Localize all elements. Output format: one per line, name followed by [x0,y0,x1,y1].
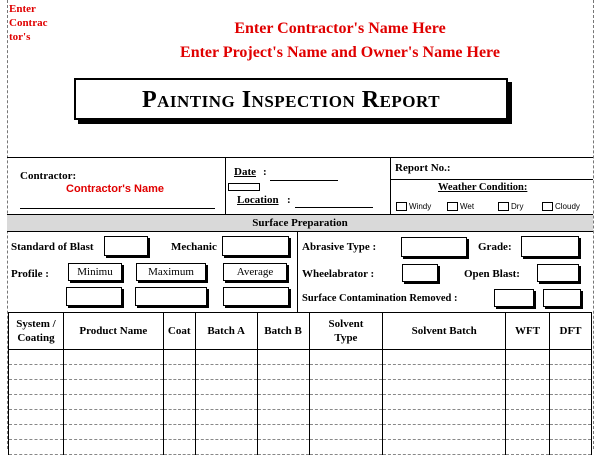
mechanic-label: Mechanic [171,241,217,253]
table-cell[interactable] [506,365,550,380]
col-solvent-batch: Solvent Batch [383,313,506,350]
col-batch-b: Batch B [257,313,309,350]
table-row [9,440,592,455]
info-divider-2 [390,157,391,214]
standard-of-blast-label: Standard of Blast [11,241,94,253]
table-cell[interactable] [195,440,257,455]
abrasive-type-input[interactable] [401,237,467,257]
table-cell[interactable] [550,395,592,410]
table-cell[interactable] [9,425,64,440]
grade-label: Grade: [478,241,512,253]
table-cell[interactable] [195,350,257,365]
table-cell[interactable] [383,440,506,455]
weather-label: Weather Condition: [438,182,528,193]
windy-checkbox[interactable] [396,202,407,211]
average-input[interactable] [223,287,289,306]
table-cell[interactable] [309,395,383,410]
col-product-name: Product Name [63,313,163,350]
table-cell[interactable] [309,425,383,440]
maximum-input[interactable] [135,287,207,306]
table-cell[interactable] [63,365,163,380]
table-cell[interactable] [383,365,506,380]
mechanic-input[interactable] [222,236,289,256]
table-row [9,425,592,440]
table-row [9,410,592,425]
report-no-line [390,179,593,180]
minimum-button[interactable]: Minimu [68,263,122,281]
surface-prep-header [7,214,593,232]
table-cell[interactable] [9,410,64,425]
table-header-row [9,313,592,350]
table-cell[interactable] [9,365,64,380]
date-box[interactable] [228,183,260,191]
table-cell[interactable] [506,380,550,395]
weather-wet[interactable]: Wet [447,202,474,211]
table-cell[interactable] [550,350,592,365]
col-system-coating: System / Coating [9,313,64,350]
table-cell[interactable] [383,410,506,425]
date-label: Date [234,166,256,178]
col-dft: DFT [550,313,592,350]
table-cell[interactable] [195,425,257,440]
table-cell[interactable] [9,380,64,395]
table-cell[interactable] [195,395,257,410]
surface-prep-title: Surface Preparation [252,217,348,229]
contractor-value: Contractor's Name [66,183,164,195]
open-blast-input[interactable] [537,264,579,282]
table-cell[interactable] [195,365,257,380]
weather-windy[interactable]: Windy [396,202,431,211]
table-cell[interactable] [163,350,195,365]
grade-input[interactable] [521,236,579,257]
contractor-name-heading: Enter Contractor's Name Here [234,20,446,37]
surface-divider [297,232,298,312]
table-cell[interactable] [63,380,163,395]
table-cell[interactable] [63,440,163,455]
dry-checkbox[interactable] [498,202,509,211]
report-title: Painting Inspection Report [141,87,441,113]
minimum-input[interactable] [66,287,122,306]
report-no-label: Report No.: [395,162,451,174]
table-row [9,350,592,365]
table-cell[interactable] [9,440,64,455]
table-cell[interactable] [63,425,163,440]
page-border-right [593,0,594,449]
table-cell[interactable] [9,395,64,410]
corner-contractor-text: Enter Contrac tor's [9,3,48,43]
table-cell[interactable] [506,440,550,455]
table-cell[interactable] [163,365,195,380]
cloudy-checkbox[interactable] [542,202,553,211]
location-field[interactable] [295,207,373,208]
table-cell[interactable] [309,410,383,425]
table-cell[interactable] [195,410,257,425]
table-cell[interactable] [257,440,309,455]
weather-cloudy[interactable]: Cloudy [542,202,580,211]
wheelabrator-label: Wheelabrator : [302,268,375,280]
table-cell[interactable] [163,395,195,410]
table-cell[interactable] [63,350,163,365]
col-coat: Coat [163,313,195,350]
table-cell[interactable] [506,410,550,425]
table-cell[interactable] [506,395,550,410]
table-cell[interactable] [9,350,64,365]
table-cell[interactable] [506,350,550,365]
contractor-label: Contractor: [20,170,77,182]
table-cell[interactable] [257,410,309,425]
table-cell[interactable] [550,410,592,425]
table-cell[interactable] [383,425,506,440]
table-cell[interactable] [550,425,592,440]
col-wft: WFT [506,313,550,350]
table-cell[interactable] [309,380,383,395]
table-cell[interactable] [550,365,592,380]
contamination-input-1[interactable] [494,289,534,307]
info-divider-1 [225,157,226,214]
table-row [9,365,592,380]
col-solvent-type: Solvent Type [309,313,383,350]
average-button[interactable]: Average [223,263,287,281]
table-cell[interactable] [163,440,195,455]
table-cell[interactable] [550,440,592,455]
info-top-line [7,157,593,158]
table-cell[interactable] [163,425,195,440]
table-cell[interactable] [383,350,506,365]
table-cell[interactable] [257,380,309,395]
wheelabrator-input[interactable] [402,264,438,282]
table-cell[interactable] [309,440,383,455]
coating-table [8,312,592,455]
table-cell[interactable] [163,380,195,395]
maximum-button[interactable]: Maximum [136,263,206,281]
table-cell[interactable] [309,365,383,380]
wet-checkbox[interactable] [447,202,458,211]
table-cell[interactable] [257,365,309,380]
table-row [9,395,592,410]
standard-of-blast-input[interactable] [104,236,148,256]
col-batch-a: Batch A [195,313,257,350]
table-cell[interactable] [383,380,506,395]
contractor-underline[interactable] [20,208,215,209]
table-cell[interactable] [257,395,309,410]
table-cell[interactable] [163,410,195,425]
table-cell[interactable] [506,425,550,440]
table-cell[interactable] [309,350,383,365]
table-body [9,350,592,455]
surface-contamination-label: Surface Contamination Removed : [302,293,458,304]
table-cell[interactable] [195,380,257,395]
title-box [74,78,508,120]
open-blast-label: Open Blast: [464,268,520,280]
table-cell[interactable] [63,395,163,410]
table-cell[interactable] [257,350,309,365]
abrasive-type-label: Abrasive Type : [302,241,377,253]
contamination-input-2[interactable] [543,289,581,307]
weather-dry[interactable]: Dry [498,202,523,211]
table-cell[interactable] [63,410,163,425]
table-cell[interactable] [257,425,309,440]
date-field[interactable] [270,180,338,181]
table-row [9,380,592,395]
project-name-heading: Enter Project's Name and Owner's Name Here [180,44,500,61]
table-cell[interactable] [383,395,506,410]
table-cell[interactable] [550,380,592,395]
location-label: Location [237,194,279,206]
profile-label: Profile : [11,268,49,280]
